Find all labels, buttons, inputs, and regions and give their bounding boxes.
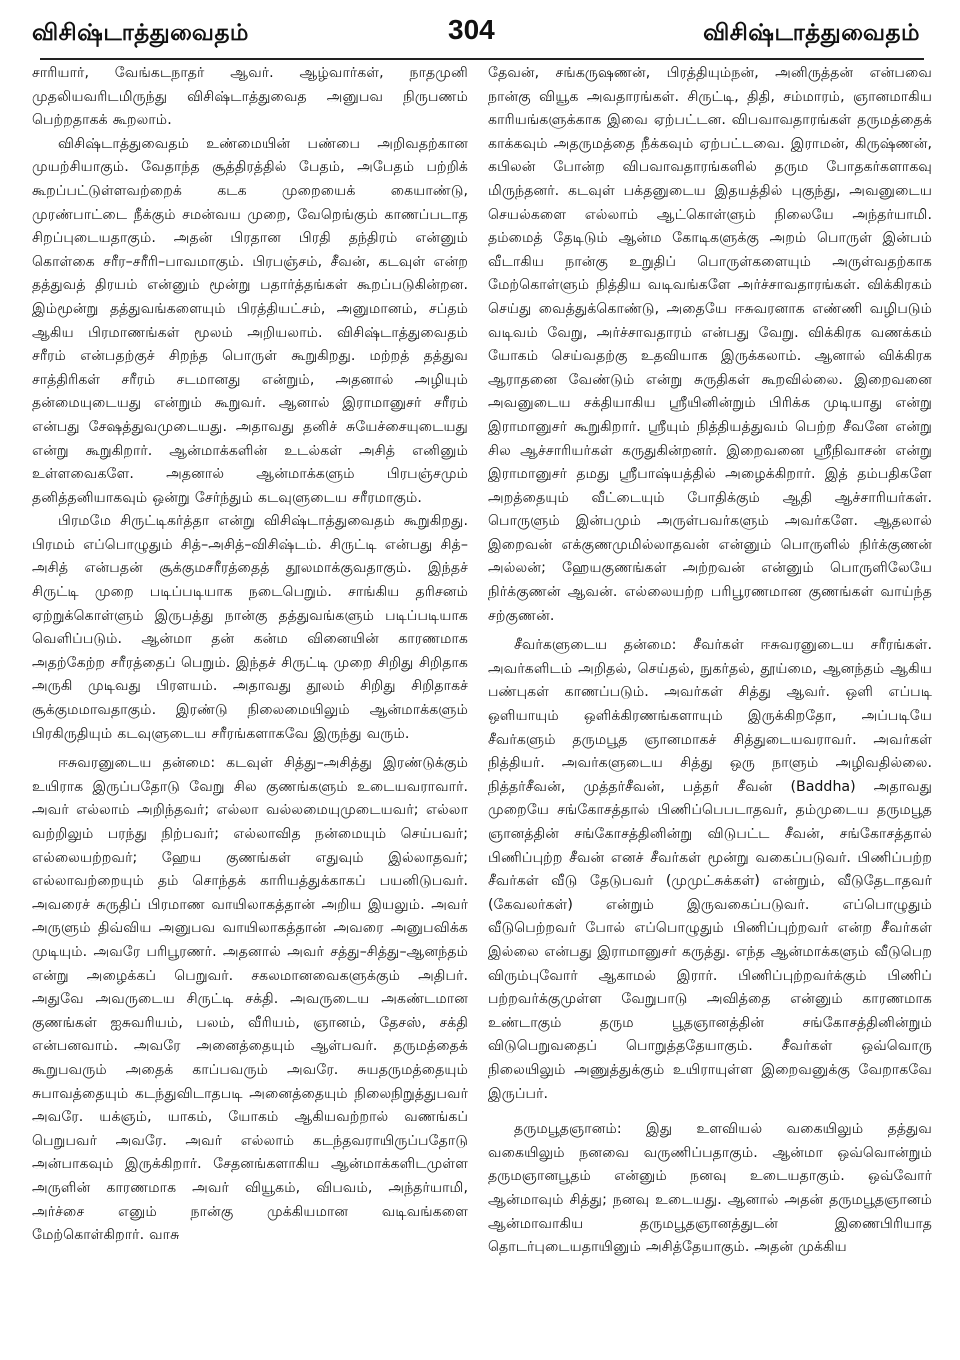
page-number: 304 — [448, 14, 495, 45]
paragraph: தருமபூதஞானம்: இது உளவியல் வகையிலும் தத்துவ வகையிலும் நனவை வருணிப்பதாகும். ஆன்மா ஒவ்வொன்றும் தருமஞானபூதம் என்னும் நனவு உடையதாகும். ஒவ்வோர் ஆன்மாவும் சித்து; நனவு உடையது. ஆனால் அதன் தருமபூதஞானம் ஆன்மாவாகிய தருமபூதஞானத்துடன் இணைபிரியாத தொடர்புடையதாயினும் அசித்தேயாகும். அதன் முக்கிய — [488, 1121, 932, 1256]
header-rule — [40, 58, 924, 60]
left-column — [32, 62, 468, 1352]
running-title-left: விசிஷ்டாத்துவைதம் — [32, 20, 249, 46]
paragraph: விசிஷ்டாத்துவைதம் உண்மையின் பண்பை அறிவதற்கான முயற்சியாகும். வேதாந்த சூத்திரத்தில் பேதம், அபேதம் பற்றிக் கூறப்பட்டுள்ளவற்றைக் கடக முறையைக் கையாண்டு, முரண்பாட்டை நீக்கும் சமன்வய முறை, வேறெங்கும் காணப்படாத சிறப்புடையதாகும். அதன் பிரதான பிரதி தந்திரம் என்னும் கொள்கை சரீர–சரீரி–பாவமாகும். பிரபஞ்சம், சீவன், கடவுள் என்ற தத்துவத் திரயம் என்னும் மூன்று பதார்த்தங்கள் கூறப்படுகின்றன. இம்மூன்று தத்துவங்களையும் பிரத்தியட்சம், அனுமானம், சப்தம் ஆகிய பிரமாணங்கள் மூலம் அறியலாம். விசிஷ்டாத்துவைதம் சரீரம் என்பதற்குச் சிறந்த பொருள் கூறுகிறது. மற்றத் தத்துவ சாத்திரிகள் சரீரம் சடமானது என்றும், அதனால் அழியும் தன்மையுடையது என்றும் கூறுவர். ஆனால் இராமானுசர் சரீரம் என்பது சேஷத்துவமுடையது. அதாவது தனிச் சுயேச்சையுடையது என்று கூறுகிறார். ஆன்மாக்களின் உடல்கள் அசித் எனினும் உள்ளவைகளே. அதனால் ஆன்மாக்களும் பிரபஞ்சமும் தனித்தனியாகவும் ஒன்று சேர்ந்தும் கடவுளுடைய சரீரமாகும். — [32, 135, 468, 506]
paragraph: பிரமமே சிருட்டிகர்த்தா என்று விசிஷ்டாத்துவைதம் கூறுகிறது. பிரமம் எப்பொழுதும் சித்–அசித்–விசிஷ்டம். சிருட்டி என்பது சித்–அசித் என்பதன் சூக்குமசரீரத்தைத் தூலமாக்குவதாகும். இந்தச் சிருட்டி முறை படிப்படியாக நடைபெறும். சாங்கிய தரிசனம் ஏற்றுக்கொள்ளும் இருபத்து நான்கு தத்துவங்களும் படிப்படியாக வெளிப்படும். ஆன்மா தன் கன்ம வினையின் காரணமாக அதற்கேற்ற சரீரத்தைப் பெறும். இந்தச் சிருட்டி முறை சிறிது சிறிதாக அருகி முடிவது பிரளயம். அதாவது தூலம் சிறிது சிறிதாகச் சூக்குமமாவதாகும். இரண்டு நிலைமையிலும் ஆன்மாக்களும் பிரகிருதியும் கடவுளுடைய சரீரங்களாகவே இருந்து வரும். — [32, 513, 468, 742]
paragraph: தேவன், சங்கருஷணன், பிரத்தியும்நன், அனிருத்தன் என்பவை நான்கு வியூக அவதாரங்கள். சிருட்டி, திதி, சம்மாரம், ஞானமாகிய காரியங்களுக்காக இவை ஏற்பட்டன. விபவாவதாரங்கள் தருமத்தைக் காக்கவும் அதருமத்தை நீக்கவும் ஏற்பட்டவை. இராமன், கிருஷ்ணன், கபிலன் போன்ற விபவாவதாரங்களில் தரும போதகர்களாகவு மிருந்தனர். கடவுள் பக்தனுடைய இதயத்தில் புகுந்து, அவனுடைய செயல்களை எல்லாம் ஆட்கொள்ளும் நிலையே அந்தர்யாமி. தம்மைத் தேடிடும் ஆன்ம கோடிகளுக்கு அறம் பொருள் இன்பம் வீடாகிய நான்கு உறுதிப் பொருள்களையும் அருள்வதற்காக மேற்கொள்ளும் நித்திய வடிவங்களே அர்ச்சாவதாரங்கள். விக்கிரகம் செய்து வைத்துக்கொண்டு, அதையே ஈசுவரனாக எண்ணி வழிபடும் வடிவம் வேறு, அர்ச்சாவதாரம் என்பது வேறு. விக்கிரக வணக்கம் யோகம் செய்வதற்கு உதவியாக இருக்கலாம். ஆனால் விக்கிரக ஆராதனை வேண்டும் என்று சுருதிகள் கூறவில்லை. இறைவனை அவனுடைய சக்தியாகிய ஸ்ரீயினின்றும் பிரிக்க முடியாது என்று இராமானுசர் கூறுகிறார். ஸ்ரீயும் நித்தியத்துவம் பெற்ற சீவனே என்று சில ஆச்சாரியர்கள் கருதுகின்றனர். இறைவனை ஸ்ரீநிவாசன் என்று இராமானுசர் தமது ஸ்ரீபாஷ்யத்தில் அழைக்கிறார். இத் தம்பதிகளே அறத்தையும் வீட்டையும் போதிக்கும் ஆதி ஆச்சாரியர்கள். பொருளும் இன்பமும் அருள்பவர்களும் அவர்களே. ஆதலால் இறைவன் எக்குணமுமில்லாதவன் என்னும் பொருளில் நிர்க்குணன் அல்லன்; ஹேயகுணங்கள் அற்றவன் என்னும் பொருளிலேயே நிர்க்குணன் ஆவன். எல்லையற்ற பரிபூரணமான குணங்கள் வாய்ந்த சற்குணன். — [488, 65, 932, 624]
paragraph: சாரியார், வேங்கடநாதர் ஆவர். ஆழ்வார்கள், நாதமுனி முதலியவரிடமிருந்து விசிஷ்டாத்துவைத அனுபவ நிருபணம் பெற்றதாகக் கூறலாம். — [32, 65, 468, 129]
right-column — [488, 62, 932, 1352]
paragraph: ஈசுவரனுடைய தன்மை: கடவுள் சித்து–அசித்து இரண்டுக்கும் உயிராக இருப்பதோடு வேறு சில குணங்களும் உடையவராவார். அவர் எல்லாம் அறிந்தவர்; எல்லா வல்லமையுமுடையவர்; எல்லா வற்றிலும் பரந்து நிற்பவர்; எல்லாவித நன்மையும் செய்பவர்; எல்லையற்றவர்; ஹேய குணங்கள் எதுவும் இல்லாதவர்; எல்லாவற்றையும் தம் சொந்தக் காரியத்துக்காகப் பயனிடுபவர். அவரைச் சுருதிப் பிரமாண வாயிலாகத்தான் அறிய இயலும். அவர் அருளும் திவ்விய அனுபவ வாயிலாகத்தான் அவரை அனுபவிக்க முடியும். அவரே பரிபூரணர். அதனால் அவர் சத்து–சித்து–ஆனந்தம் என்று அழைக்கப் பெறுவர். சகலமானவைகளுக்கும் அதிபர். அதுவே அவருடைய சிருட்டி சக்தி. அவருடைய அகண்டமான குணங்கள் ஐசுவரியம், பலம், வீரியம், ஞானம், தேசஸ், சக்தி என்பனவாம். அவரே அனைத்தையும் ஆள்பவர். தருமத்தைக் கூறுபவரும் அதைக் காப்பவரும் அவரே. சுயதருமத்தையும் சுபாவத்தையும் கடந்துவிடாதபடி அனைத்தையும் நிலைநிறுத்துபவர் அவரே. யக்ஞம், யாகம், யோகம் ஆகியவற்றால் வணங்கப் பெறுபவர் அவரே. அவர் எல்லாம் கடந்தவராயிருப்பதோடு அன்பாகவும் இருக்கிறார். சேதனங்களாகிய ஆன்மாக்களிடமுள்ள அருளின் காரணமாக அவர் வியூகம், விபவம், அந்தர்யாமி, அர்ச்சை எனும் நான்கு முக்கியமான வடிவங்களை மேற்கொள்கிறார். வாசு — [32, 755, 468, 1244]
paragraph: சீவர்களுடைய தன்மை: சீவர்கள் ஈசுவரனுடைய சரீரங்கள். அவர்களிடம் அறிதல், செய்தல், நுகர்தல், தூய்மை, ஆனந்தம் ஆகிய பண்புகள் காணப்படும். அவர்கள் சித்து ஆவர். ஒளி எப்படி ஒளியாயும் ஒளிக்கிரணங்களாயும் இருக்கிறதோ, அப்படியே சீவர்களும் தருமபூத ஞானமாகச் சித்துடையவராவர். அவர்கள் நித்தியர். அவர்களுடைய சித்து ஒரு நாளும் அழிவதில்லை. நித்தர்சீவன், முத்தர்சீவன், பத்தர் சீவன் (Baddha) அதாவது முறையே சங்கோசத்தால் பிணிப்பெபடாதவர், தம்முடைய தருமபூத ஞானத்தின் சங்கோசத்தினின்று விடுபட்ட சீவன், சங்கோசத்தால் பிணிப்புற்ற சீவன் எனச் சீவர்கள் மூன்று வகைப்படுவர். பிணிப்பற்ற சீவர்கள் வீடு தேடுபவர் (முமுட்சுக்கள்) என்றும், வீடுதேடாதவர் (கேவலர்கள்) என்றும் இருவகைப்படுவர். எப்பொழுதும் வீடுபெற்றவர் போல் எப்பொழுதும் பிணிப்புற்றவர் என்ற சீவர்கள் இல்லை என்பது இராமானுசர் கருத்து. எந்த ஆன்மாக்களும் வீடுபெற விரும்புவோர் ஆகாமல் இரார். பிணிப்புற்றவர்க்கும் பிணிப் பற்றவர்க்குமுள்ள வேறுபாடு அவித்தை என்னும் காரணமாக உண்டாகும் தரும பூதஞானத்தின் சங்கோசத்தினின்றும் விடுபெறுவதைப் பொறுத்ததேயாகும். சீவர்கள் ஒவ்வொரு நிலையிலும் அணுத்துக்கும் உயிராயுள்ள இறைவனுக்கு வேறாகவே இருப்பர். — [488, 637, 932, 1102]
page-header — [0, 8, 960, 56]
running-title-right: விசிஷ்டாத்துவைதம் — [703, 20, 920, 46]
